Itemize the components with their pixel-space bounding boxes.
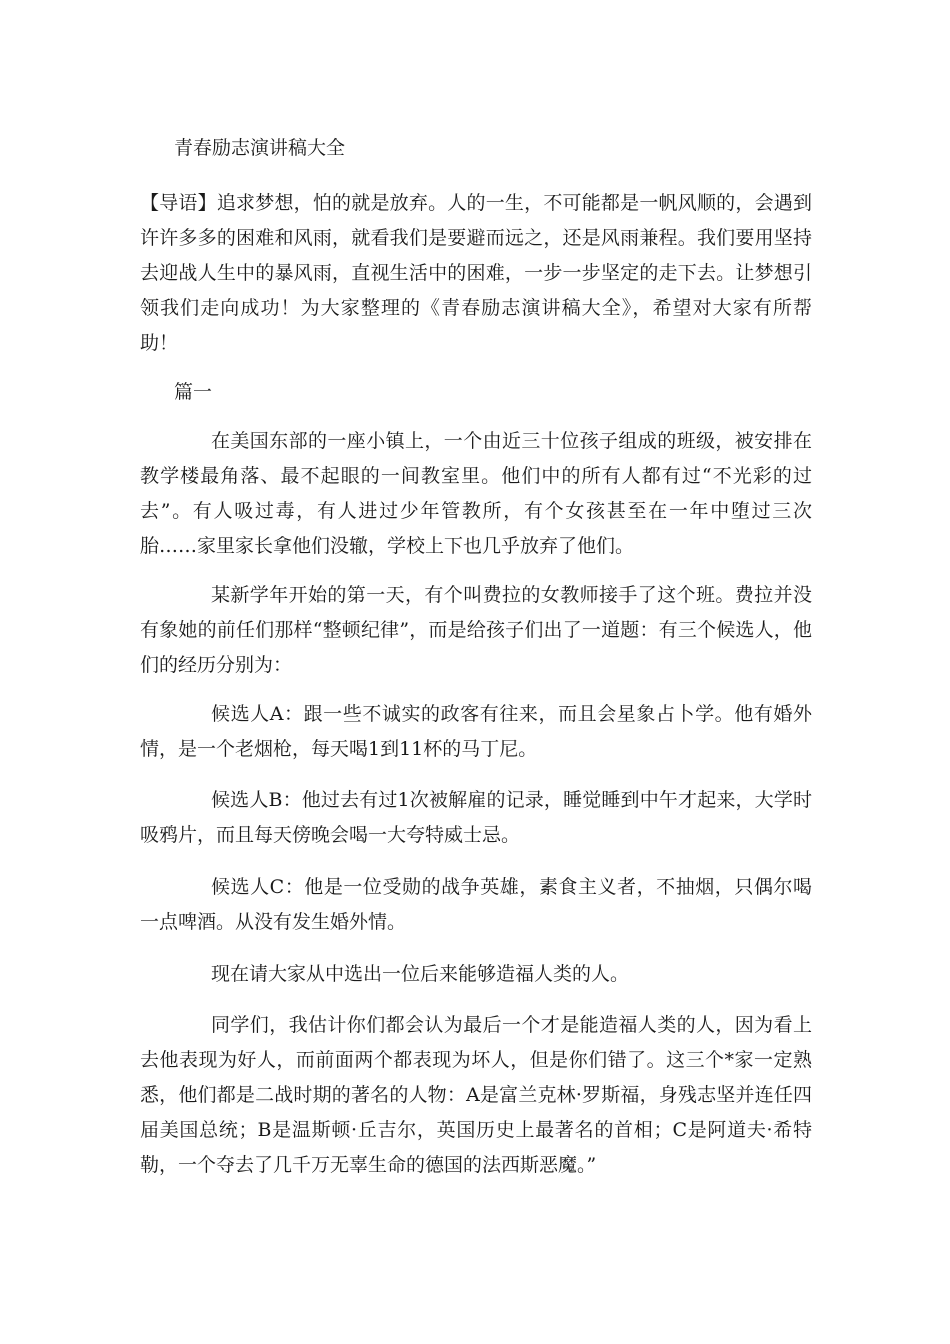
body-paragraph-2: 某新学年开始的第一天，有个叫费拉的女教师接手了这个班。费拉并没有象她的前任们那样“整顿纪律”，而是给孩子们出了一道题：有三个候选人，他们的经历分别为： [140, 584, 812, 676]
document-title: 青春励志演讲稿大全 [174, 137, 346, 159]
body-paragraph-1: 在美国东部的一座小镇上，一个由近三十位孩子组成的班级，被安排在教学楼最角落、最不起眼的一间教室里。他们中的所有人都有过“不光彩的过去”。有人吸过毒，有人进过少年管教所，有个女孩甚至在一年中堕过三次胎……家里家长拿他们没辙，学校上下也几乎放弃了他们。 [140, 430, 812, 557]
reveal-paragraph: 同学们，我估计你们都会认为最后一个才是能造福人类的人，因为看上去他表现为好人，而前面两个都表现为坏人，但是你们错了。这三个*家一定熟悉，他们都是二战时期的著名的人物：A是富兰克林·罗斯福，身残志坚并连任四届美国总统；B是温斯顿·丘吉尔，英国历史上最著名的首相；C是阿道夫·希特勒，一个夺去了几千万无辜生命的德国的法西斯恶魔。” [140, 1014, 812, 1176]
intro-tag: 【导语】 [140, 192, 217, 214]
question-paragraph: 现在请大家从中选出一位后来能够造福人类的人。 [211, 963, 630, 985]
intro-text: 追求梦想，怕的就是放弃。人的一生，不可能都是一帆风顺的，会遇到许许多多的困难和风雨，就看我们是要避而远之，还是风雨兼程。我们要用坚持去迎战人生中的暴风雨，直视生活中的困难，一步一步坚定的走下去。让梦想引领我们走向成功！为大家整理的《青春励志演讲稿大全》，希望对大家有所帮助！ [140, 192, 812, 354]
candidate-c-paragraph: 候选人C：他是一位受勋的战争英雄，素食主义者，不抽烟，只偶尔喝一点啤酒。从没有发生婚外情。 [140, 876, 812, 933]
section-label: 篇一 [174, 381, 213, 403]
intro-paragraph [140, 186, 812, 361]
candidate-b-paragraph: 候选人B：他过去有过1次被解雇的记录，睡觉睡到中午才起来，大学时吸鸦片，而且每天傍晚会喝一大夸特威士忌。 [140, 789, 812, 846]
candidate-a-paragraph: 候选人A：跟一些不诚实的政客有往来，而且会星象占卜学。他有婚外情，是一个老烟枪，每天喝1到11杯的马丁尼。 [140, 703, 812, 760]
